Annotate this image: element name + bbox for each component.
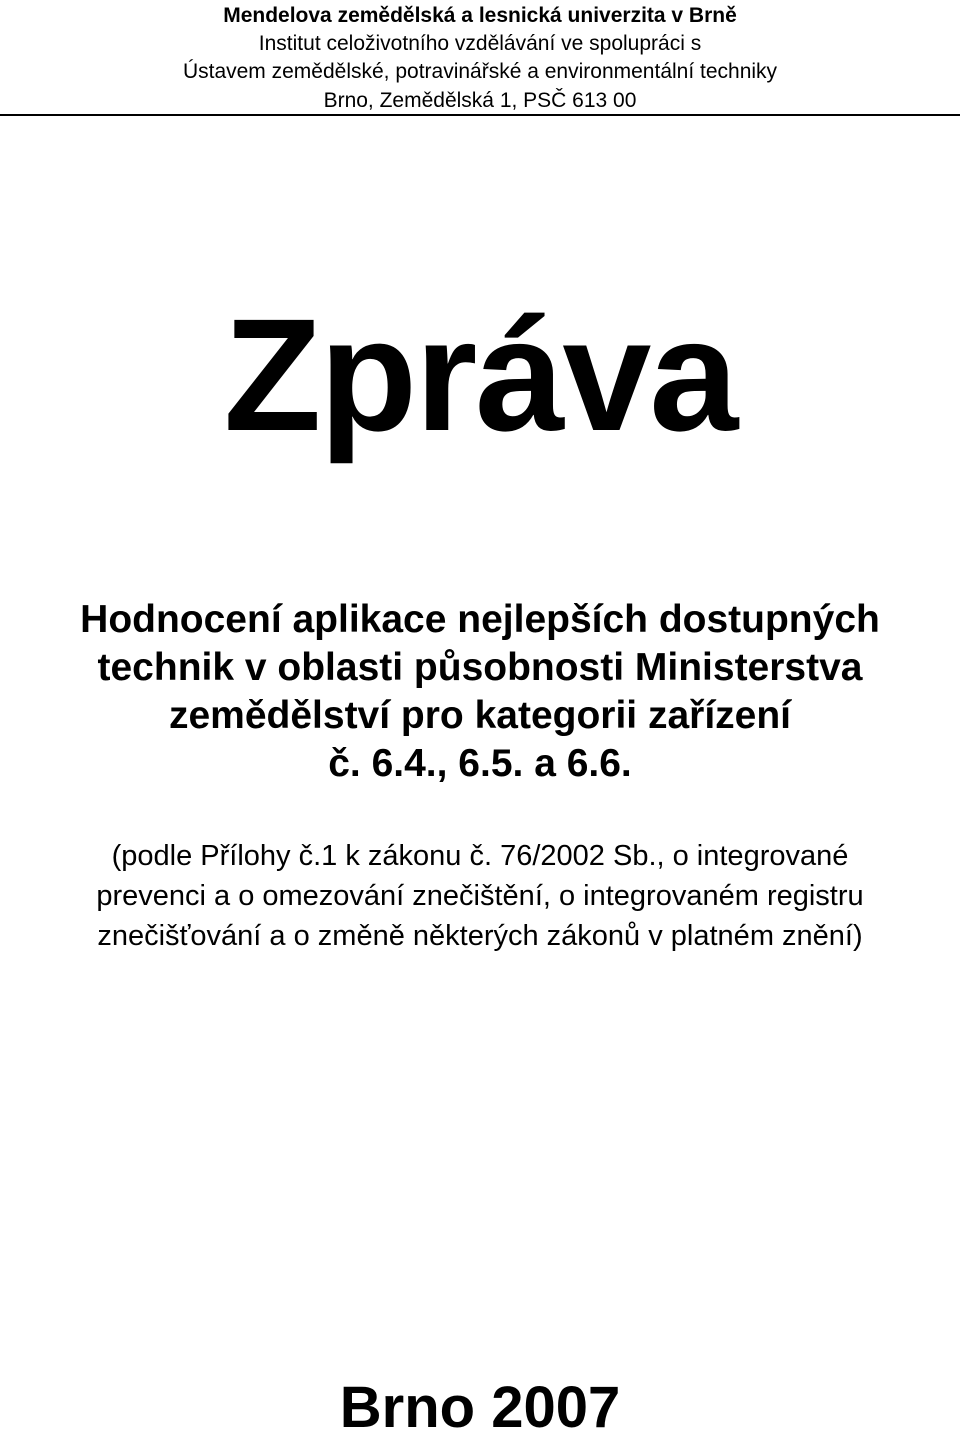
legal-note-line: (podle Přílohy č.1 k zákonu č. 76/2002 Sb., o integrované	[111, 840, 849, 872]
document-subtitle	[0, 596, 960, 788]
department-name: Ústavem zemědělské, potravinářské a environmentální techniky	[182, 60, 778, 83]
place-and-year: Brno 2007	[339, 1375, 621, 1440]
subtitle-line: technik v oblasti působnosti Ministerstva	[97, 646, 863, 689]
legal-note-line: prevenci a o omezování znečištění, o integrovaném registru	[96, 880, 864, 912]
university-name: Mendelova zemědělská a lesnická univerzita v Brně	[223, 4, 737, 27]
document-title: Zpráva	[223, 285, 737, 464]
address: Brno, Zemědělská 1, PSČ 613 00	[323, 89, 637, 112]
legal-note	[0, 836, 960, 956]
subtitle-line: č. 6.4., 6.5. a 6.6.	[328, 742, 632, 785]
header-divider	[0, 114, 960, 116]
subtitle-line: zemědělství pro kategorii zařízení	[168, 694, 792, 737]
legal-note-line: znečišťování a o změně některých zákonů v platném znění)	[97, 920, 863, 952]
subtitle-line: Hodnocení aplikace nejlepších dostupných	[80, 598, 880, 641]
institute-name: Institut celoživotního vzdělávání ve spolupráci s	[258, 32, 702, 55]
